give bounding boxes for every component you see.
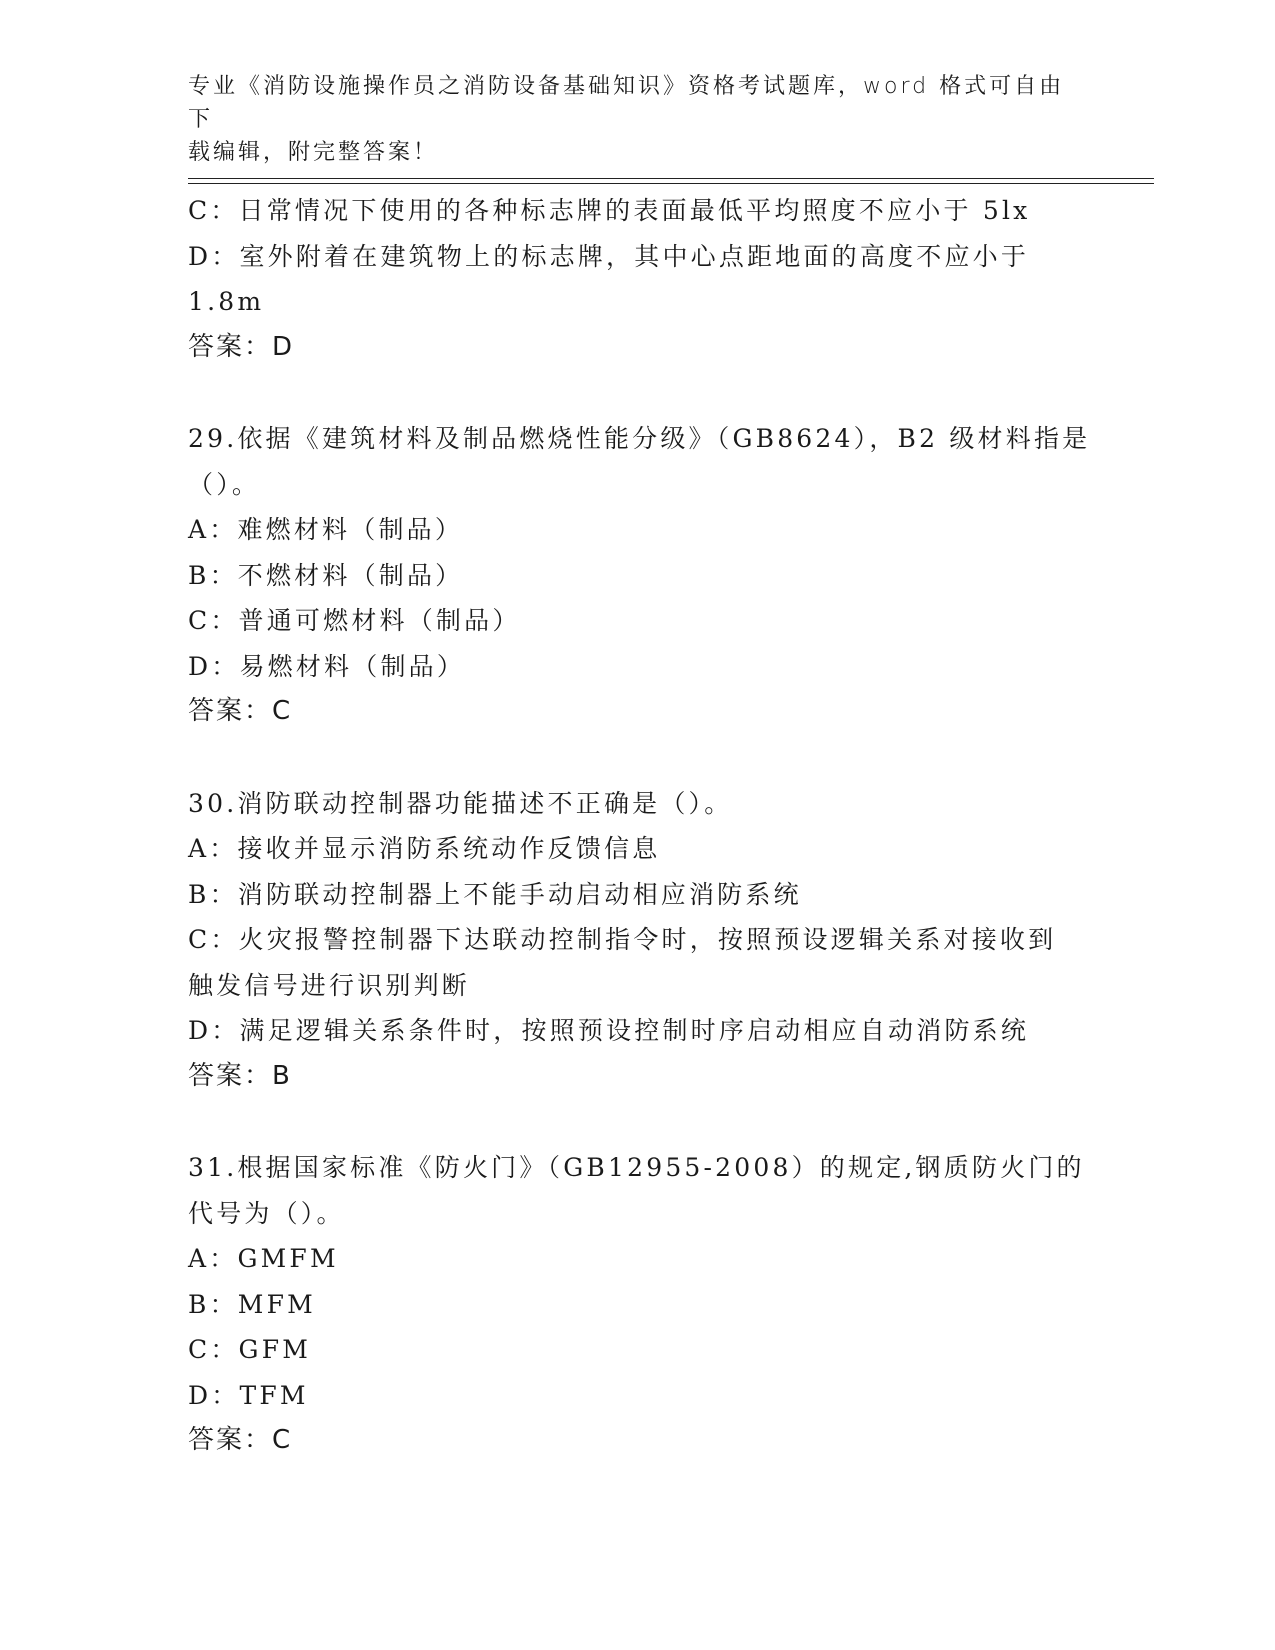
option-d: D：易燃材料（制品） — [188, 651, 466, 681]
option-d: D：室外附着在建筑物上的标志牌，其中心点距地面的高度不应小于 — [188, 241, 1030, 271]
question-31 — [188, 1145, 1088, 1464]
header-divider-top — [188, 178, 1154, 179]
header-line-2: 载编辑，附完整答案！ — [188, 140, 439, 165]
option-d: D：TFM — [188, 1380, 309, 1410]
option-c: C：日常情况下使用的各种标志牌的表面最低平均照度不应小于 5lx — [188, 196, 1031, 225]
option-b: B：不燃材料（制品） — [188, 560, 464, 590]
answer: 答案：B — [188, 1060, 292, 1091]
option-c: C：GFM — [188, 1335, 312, 1364]
question-stem: 30.消防联动控制器功能描述不正确是（）。 — [188, 788, 733, 818]
question-30 — [188, 781, 1088, 1100]
option-d: D：满足逻辑关系条件时，按照预设控制时序启动相应自动消防系统 — [188, 1016, 1030, 1045]
option-b: B：MFM — [188, 1289, 316, 1319]
question-stem: 31.根据国家标准《防火门》（GB12955-2008）的规定,钢质防火门的 — [188, 1153, 1085, 1182]
answer: 答案：C — [188, 1425, 293, 1455]
answer: 答案：C — [188, 696, 293, 726]
option-a: A：接收并显示消防系统动作反馈信息 — [188, 834, 661, 863]
option-a: A：难燃材料（制品） — [188, 515, 464, 544]
question-content — [188, 188, 1091, 1464]
document-header — [188, 70, 1088, 169]
header-divider-bottom — [188, 183, 1154, 184]
option-c-continued: 触发信号进行识别判断 — [188, 970, 471, 1000]
question-29 — [188, 416, 1091, 735]
spacer — [188, 735, 1088, 781]
header-line-1: 专业《消防设施操作员之消防设备基础知识》资格考试题库，word 格式可自由下 — [188, 74, 1065, 132]
spacer — [188, 370, 1088, 416]
question-stem-continued: 代号为（）。 — [188, 1198, 345, 1228]
option-b: B：消防联动控制器上不能手动启动相应消防系统 — [188, 879, 802, 909]
spacer — [188, 1099, 1088, 1145]
question-stem-continued: （）。 — [188, 469, 261, 499]
option-c: C：普通可燃材料（制品） — [188, 606, 521, 635]
option-a: A：GMFM — [188, 1244, 339, 1273]
question-28-tail — [188, 188, 1088, 370]
answer: 答案：D — [188, 331, 295, 362]
option-c: C：火灾报警控制器下达联动控制指令时，按照预设逻辑关系对接收到 — [188, 925, 1057, 954]
option-d-continued: 1.8m — [188, 287, 265, 316]
question-stem: 29.依据《建筑材料及制品燃烧性能分级》（GB8624），B2 级材料指是 — [188, 424, 1091, 453]
